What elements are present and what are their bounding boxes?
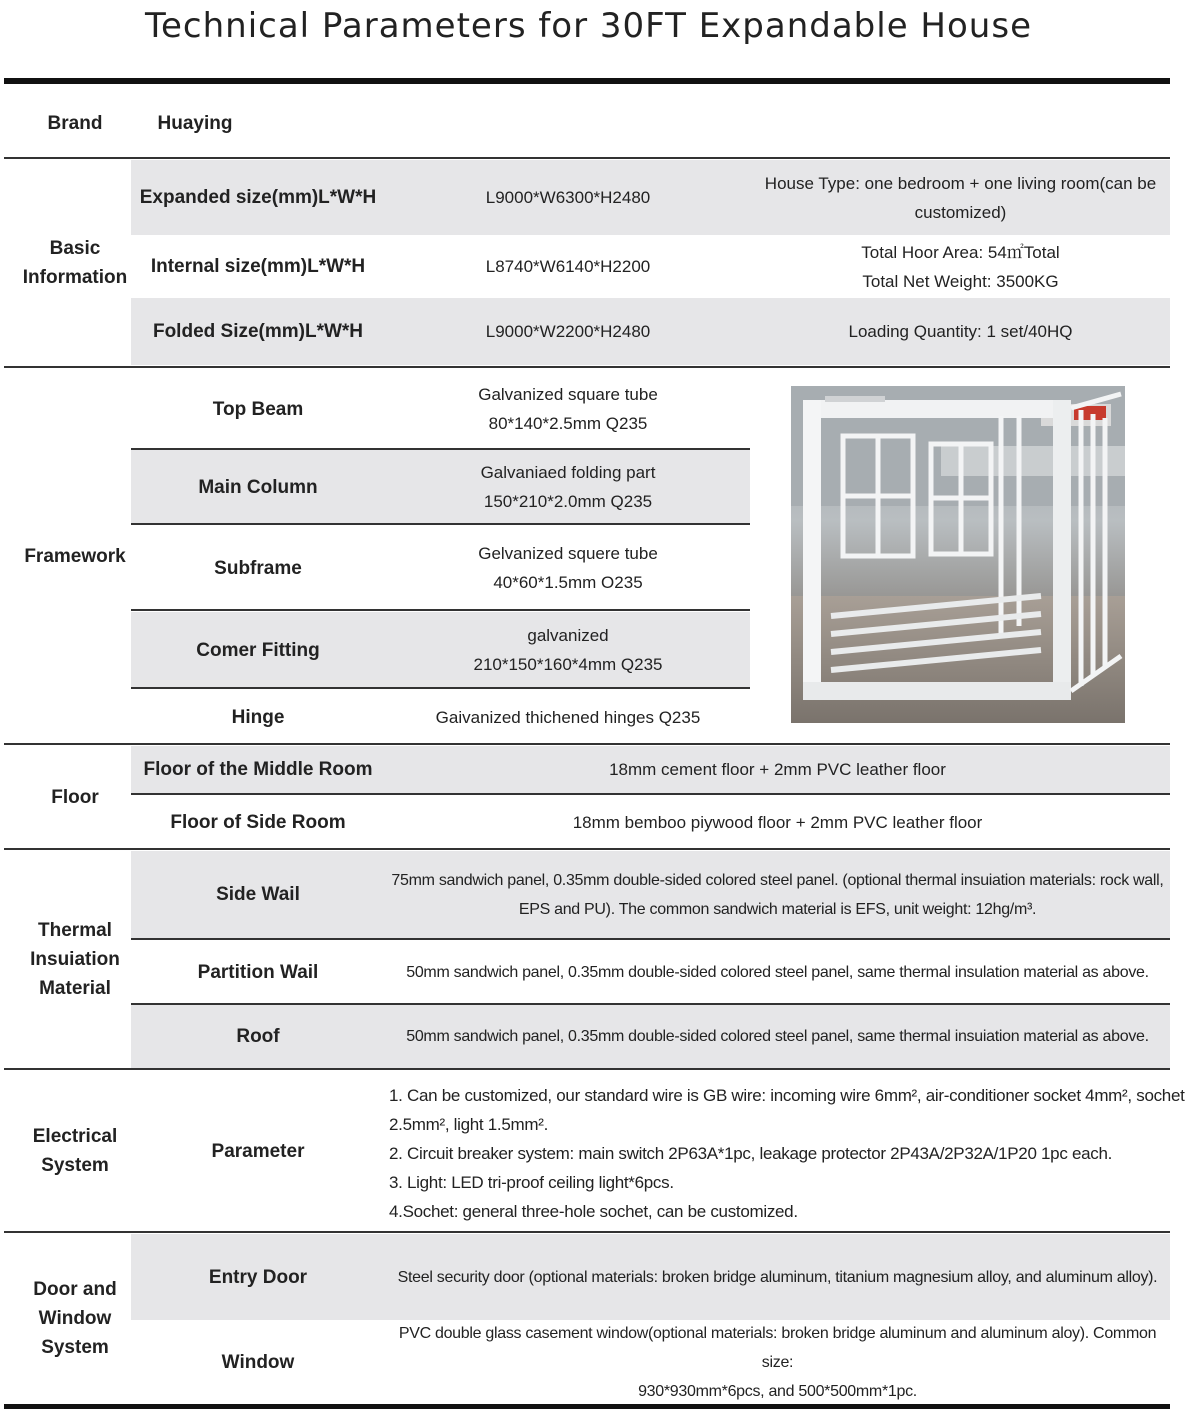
window-line1: PVC double glass casement window(optional materials: broken bridge aluminum and aluminum aloy). Common size: bbox=[398, 1324, 1157, 1371]
subframe-material: Gelvanized squere tube bbox=[478, 544, 658, 563]
middle-room-floor-label: Floor of the Middle Room bbox=[143, 759, 373, 780]
basic-info-label-line2: Information bbox=[22, 266, 128, 288]
partition-wall-label: Partition Wail bbox=[197, 961, 319, 983]
folded-size-value: L9000*W2200*H2480 bbox=[485, 322, 651, 341]
corner-fitting-spec: 210*150*160*4mm Q235 bbox=[473, 655, 663, 674]
thermal-label-line1: Thermal bbox=[38, 920, 112, 941]
electrical-line: 2.5mm², light 1.5mm². bbox=[389, 1115, 549, 1134]
side-room-floor-value: 18mm bemboo piywood floor + 2mm PVC leather floor bbox=[572, 812, 983, 832]
thermal-label-line2: Insuiation bbox=[30, 949, 120, 970]
floor-area-note bbox=[751, 235, 1170, 298]
top-beam-spec: 80*140*2.5mm Q235 bbox=[488, 414, 648, 433]
side-wall-label: Side Wail bbox=[216, 884, 300, 905]
net-weight-line: Total Net Weight: 3500KG bbox=[862, 271, 1059, 291]
electrical-line: 3. Light: LED tri-proof ceiling light*6pcs. bbox=[389, 1173, 674, 1192]
page-title: Technical Parameters for 30FT Expandable House bbox=[145, 6, 1032, 46]
internal-size-value: L8740*W6140*H2200 bbox=[485, 257, 651, 276]
section-divider bbox=[4, 366, 1170, 368]
framework-label: Framework bbox=[24, 545, 126, 567]
top-beam-label: Top Beam bbox=[212, 398, 304, 420]
subframe-spec: 40*60*1.5mm O235 bbox=[493, 573, 643, 592]
section-divider bbox=[4, 1068, 1170, 1070]
electrical-line: 2. Circuit breaker system: main switch 2P63A*1pc, leakage protector 2P43A/2P32A/1P20 1pc each. bbox=[389, 1144, 1113, 1163]
middle-room-floor-value: 18mm cement floor + 2mm PVC leather floor bbox=[609, 760, 946, 779]
corner-fitting-label: Comer Fitting bbox=[196, 639, 320, 661]
floor-area-line: Total Hoor Area: 54㎡Total bbox=[861, 242, 1060, 262]
electrical-line: 4.Sochet: general three-hole sochet, can be customized. bbox=[389, 1202, 798, 1221]
corner-fitting-material: galvanized bbox=[527, 626, 609, 645]
section-divider bbox=[4, 157, 1170, 159]
side-wall-line1: 75mm sandwich panel, 0.35mm double-sided colored steel panel. (optional thermal insuiation materials: rock wall, bbox=[391, 871, 1164, 889]
hinge-value: Gaivanized thichened hinges Q235 bbox=[435, 707, 701, 727]
hinge-label: Hinge bbox=[231, 706, 285, 728]
brand-label: Brand bbox=[47, 112, 103, 134]
door-window-label-line1: Door and bbox=[33, 1278, 117, 1300]
top-beam-material: Galvanized square tube bbox=[478, 385, 658, 404]
electrical-label-line1: Electrical bbox=[32, 1126, 118, 1147]
electrical-parameter-list bbox=[389, 1081, 1185, 1226]
expandable-house-frame-photo bbox=[791, 386, 1125, 723]
entry-door-value: Steel security door (optional materials: broken bridge aluminum, titanium magnesium alloy, and aluminum alloy). bbox=[397, 1268, 1158, 1286]
house-type-line1: House Type: one bedroom + one living room(can be bbox=[764, 173, 1157, 193]
section-divider bbox=[4, 743, 1170, 745]
subframe-value bbox=[385, 525, 751, 611]
loading-quantity-note: Loading Quantity: 1 set/40HQ bbox=[848, 322, 1073, 341]
parameter-label: Parameter bbox=[211, 1140, 305, 1162]
door-window-label-line2: Window bbox=[38, 1307, 112, 1329]
brand-value: Huaying bbox=[157, 112, 233, 134]
house-type-line2: customized) bbox=[914, 202, 1007, 222]
bottom-rule bbox=[4, 1404, 1170, 1409]
main-column-value bbox=[385, 450, 751, 524]
main-column-spec: 150*210*2.0mm Q235 bbox=[483, 492, 653, 511]
row-divider bbox=[131, 938, 1170, 940]
main-column-material: Galvaniaed folding part bbox=[480, 463, 656, 482]
section-divider bbox=[4, 848, 1170, 850]
row-divider bbox=[131, 793, 1170, 795]
window-value bbox=[385, 1320, 1170, 1404]
corner-fitting-value bbox=[385, 612, 751, 688]
folded-size-label: Folded Size(mm)L*W*H bbox=[152, 321, 364, 342]
expanded-size-value: L9000*W6300*H2480 bbox=[485, 188, 651, 207]
electrical-line: 1. Can be customized, our standard wire is GB wire: incoming wire 6mm², air-conditioner socket 4mm², sochet bbox=[389, 1086, 1185, 1105]
internal-size-label: Internal size(mm)L*W*H bbox=[150, 256, 366, 277]
basic-info-label-line1: Basic bbox=[49, 237, 101, 259]
door-window-label-line3: System bbox=[41, 1336, 109, 1358]
floor-label: Floor bbox=[51, 786, 99, 808]
thermal-label bbox=[4, 851, 146, 1068]
main-column-label: Main Column bbox=[198, 476, 318, 498]
side-wall-line2: EPS and PU). The common sandwich material is EFS, unit weight: 12hg/m³. bbox=[518, 900, 1037, 918]
electrical-label bbox=[4, 1071, 146, 1231]
basic-info-label bbox=[4, 160, 146, 365]
window-line2: 930*930mm*6pcs, and 500*500mm*1pc. bbox=[638, 1382, 917, 1400]
thermal-label-line3: Material bbox=[39, 978, 111, 999]
roof-value: 50mm sandwich panel, 0.35mm double-sided colored steel panel, same thermal insuiation material as above. bbox=[406, 1028, 1149, 1045]
side-wall-value bbox=[385, 851, 1170, 938]
window-label: Window bbox=[221, 1351, 295, 1373]
house-type-note bbox=[751, 160, 1170, 235]
partition-wall-value: 50mm sandwich panel, 0.35mm double-sided colored steel panel, same thermal insulation material as above. bbox=[406, 963, 1149, 981]
subframe-label: Subframe bbox=[214, 557, 302, 579]
entry-door-label: Entry Door bbox=[208, 1266, 308, 1288]
door-window-label bbox=[4, 1234, 146, 1402]
expanded-size-label: Expanded size(mm)L*W*H bbox=[139, 187, 377, 208]
roof-label: Roof bbox=[236, 1026, 280, 1047]
side-room-floor-label: Floor of Side Room bbox=[170, 811, 346, 833]
electrical-label-line2: System bbox=[41, 1155, 109, 1176]
top-rule bbox=[4, 78, 1170, 84]
section-divider bbox=[4, 1231, 1170, 1233]
top-beam-value bbox=[385, 369, 751, 449]
